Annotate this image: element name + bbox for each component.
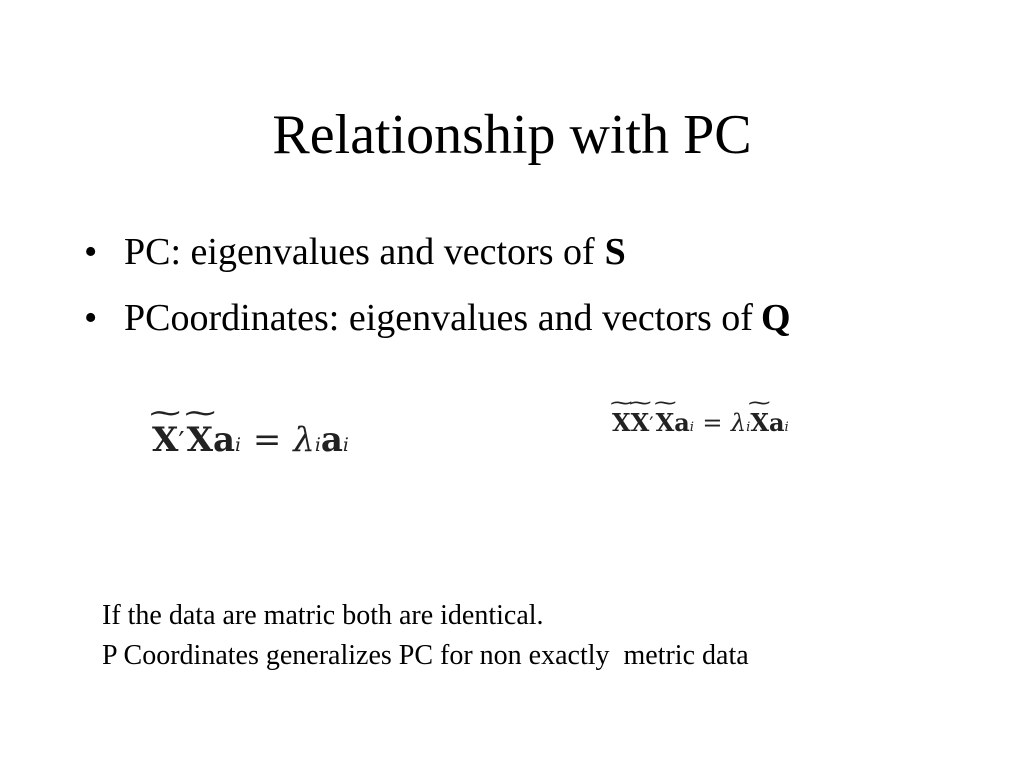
slide-title: Relationship with PC [272,104,752,166]
transpose-prime: ′ [649,413,654,436]
index-i: i [235,435,241,456]
index-i: i [342,435,349,456]
bullet-marker: • [84,231,98,273]
bullet-item-pcoordinates [84,296,791,340]
x-tilde-symbol: ~ X [750,408,769,437]
vector-a: a [212,420,235,460]
lambda-symbol: λ [730,409,747,437]
vector-a: a [674,408,690,437]
bullet-text: PCoordinates: eigenvalues and vectors of [124,297,753,339]
equals-sign: = [702,409,723,437]
equals-sign: = [252,420,282,460]
transpose-prime: ′ [178,427,185,458]
matrix-symbol-s: S [604,231,626,273]
x-tilde-symbol: ~ X [656,408,675,437]
note-line-identical: If the data are matric both are identical. [102,600,544,631]
bullet-marker: • [84,297,98,339]
pcoordinates-eigen-equation [612,408,789,437]
conclusion-note [102,596,749,676]
bullet-item-pc [84,230,791,274]
note-line-generalizes: P Coordinates generalizes PC for non exactly metric data [102,640,749,671]
index-i: i [689,420,695,435]
x-tilde-symbol: ~ X [152,420,178,460]
x-tilde-symbol: ~ X [631,408,650,437]
bullet-list [84,230,791,362]
index-i: i [314,435,321,456]
x-tilde-symbol: ~ X [612,408,631,437]
lambda-symbol: λ [293,420,315,460]
vector-a: a [768,408,785,437]
vector-a: a [320,420,343,460]
pc-eigen-equation [152,420,349,460]
matrix-symbol-q: Q [760,297,791,339]
index-i: i [784,420,789,435]
bullet-text: PC: eigenvalues and vectors of [124,231,595,273]
x-tilde-symbol: ~ X [187,420,213,460]
index-i: i [746,420,751,435]
